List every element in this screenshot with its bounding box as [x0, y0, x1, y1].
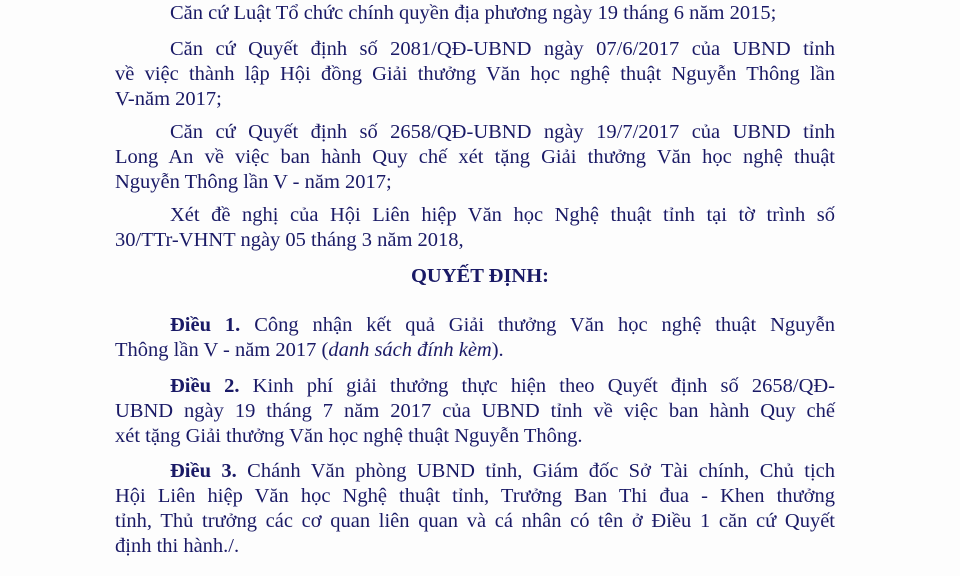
- article-2-line1-text: Kinh phí giải thưởng thực hiện theo Quyết định số 2658/QĐ-: [252, 375, 836, 397]
- article-2-line3: xét tặng Giải thưởng Văn học nghệ thuật Nguyễn Thông.: [115, 425, 583, 447]
- article-3-line2: Hội Liên hiệp Văn học Nghệ thuật tỉnh, Trưởng Ban Thi đua - Khen thưởng: [115, 485, 835, 507]
- article-2-line2: UBND ngày 19 tháng 7 năm 2017 của UBND tỉnh về việc ban hành Quy chế: [115, 400, 835, 422]
- preamble-2081-line2: về việc thành lập Hội đồng Giải thưởng Văn học nghệ thuật Nguyễn Thông lần: [115, 63, 835, 85]
- article-3-line1: [115, 459, 835, 484]
- preamble-law-line: Căn cứ Luật Tổ chức chính quyền địa phương ngày 19 tháng 6 năm 2015;: [170, 2, 777, 24]
- article-3-line1-text: Chánh Văn phòng UBND tỉnh, Giám đốc Sở Tài chính, Chủ tịch: [247, 460, 835, 482]
- preamble-2658-line2: Long An về việc ban hành Quy chế xét tặng Giải thưởng Văn học nghệ thuật: [115, 146, 835, 168]
- article-3-line4: định thi hành./.: [115, 535, 240, 557]
- article-1-line2: [115, 338, 835, 363]
- article-1-label: Điều 1.: [170, 314, 241, 336]
- article-1-line2-text: Thông lần V - năm 2017 (: [115, 339, 329, 361]
- preamble-2658-line3: Nguyễn Thông lần V - năm 2017;: [115, 171, 392, 193]
- preamble-proposal-line1: Xét đề nghị của Hội Liên hiệp Văn học Nghệ thuật tỉnh tại tờ trình số: [170, 204, 835, 226]
- article-2-label: Điều 2.: [170, 375, 240, 397]
- article-2-line1: [115, 374, 835, 399]
- preamble-2081-line3: V-năm 2017;: [115, 88, 222, 110]
- article-2: [115, 374, 835, 449]
- preamble-2081-line1: Căn cứ Quyết định số 2081/QĐ-UBND ngày 07/6/2017 của UBND tỉnh: [170, 38, 835, 60]
- preamble-decision-2658: [115, 120, 835, 195]
- article-3-line3: tỉnh, Thủ trưởng các cơ quan liên quan và cá nhân có tên ở Điều 1 căn cứ Quyết: [115, 510, 835, 532]
- preamble-proposal-line2: 30/TTr-VHNT ngày 05 tháng 3 năm 2018,: [115, 229, 464, 251]
- preamble-law: [115, 1, 835, 26]
- article-1-attachment-note: danh sách đính kèm: [328, 339, 492, 361]
- preamble-proposal: [115, 203, 835, 253]
- article-1-line1-text: Công nhận kết quả Giải thưởng Văn học nghệ thuật Nguyễn: [254, 314, 836, 336]
- decision-heading: QUYẾT ĐỊNH:: [410, 265, 549, 287]
- article-1-line1: [115, 313, 835, 338]
- article-3: [115, 459, 835, 559]
- preamble-2658-line1: Căn cứ Quyết định số 2658/QĐ-UBND ngày 19/7/2017 của UBND tỉnh: [170, 121, 835, 143]
- article-1: [115, 313, 835, 363]
- article-3-label: Điều 3.: [170, 460, 237, 482]
- preamble-decision-2081: [115, 37, 835, 112]
- article-1-line2-end: ).: [491, 339, 504, 361]
